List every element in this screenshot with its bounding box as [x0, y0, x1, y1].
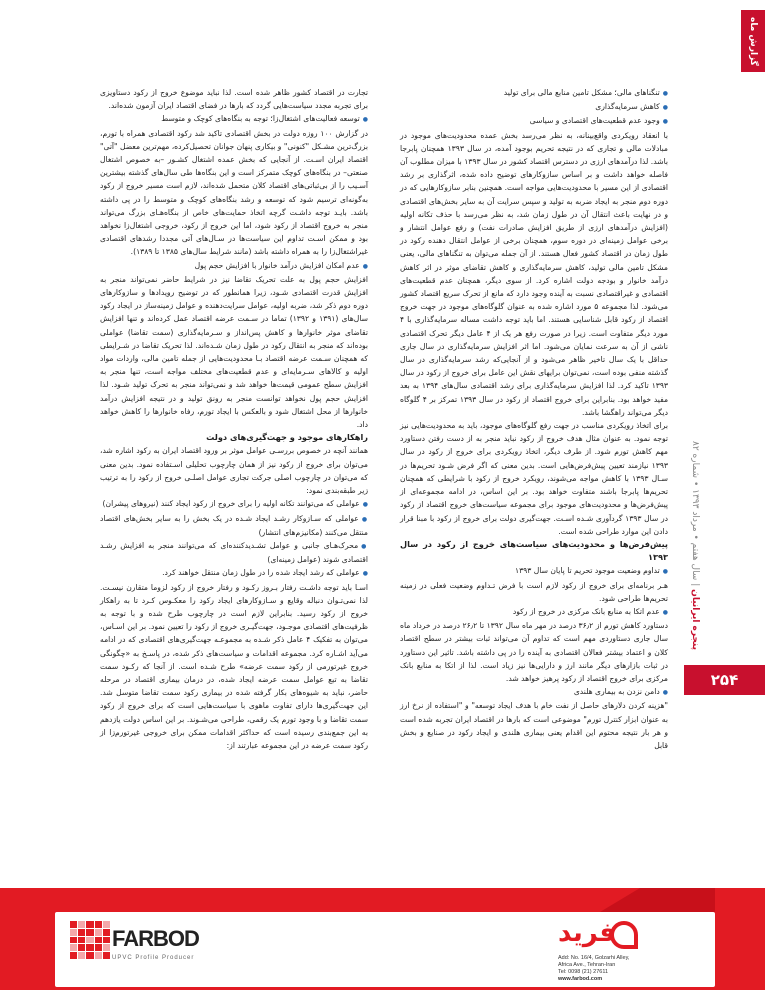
- ad-decoration: [600, 888, 715, 912]
- section-tab: [741, 10, 765, 72]
- page-number: ۲۵۴: [684, 665, 765, 695]
- body-paragraph: هـر برنامه‌ای برای خروج از رکود لازم است با فرض تـداوم وضعیت فعلی در زمینه تحریم‌ها طراحی شود.: [400, 580, 668, 603]
- farbod-logo-icon: [70, 921, 110, 959]
- bullet-item: ● توسعه فعالیت‌های اشتغال‌زا؛ توجه به بنگاه‌های کوچک و متوسط: [100, 112, 368, 126]
- body-paragraph: دستاورد کاهش تورم از ۳۶٫۲ درصد در مهر ماه سال ۱۳۹۲ تا ۲۶٫۲ درصد در خرداد ماه سال جاری دستاوردی مهم است که تداوم آن می‌تواند ثبات بیشتر در سطح اقتصاد کلان و اعتماد بیشتر فعالان اقتصادی به آینده را در پی داشته باشد. تاثیر این دستاورد در ثبات بازارهای دیگر مانند ارز و دارایی‌ها نیز زیاد است. لذا از اتکا به منابع بانک مرکزی برای خروج اقتصاد از رکود پرهیز خواهد شد.: [400, 621, 668, 683]
- bullet-item: ● عواملی که می‌توانند تکانه اولیه را برای خروج از رکود ایجاد کنند (نیروهای پیشران): [100, 497, 368, 511]
- address-line-2: Africa Ave., Tehran-Iran: [558, 962, 616, 968]
- farid-logo-icon: [610, 921, 638, 949]
- bullet-item: ● تنگناهای مالی؛ مشکل تامین منابع مالی برای تولید: [400, 86, 668, 100]
- body-paragraph: افزایش حجم پول به علت تحریک تقاضا نیز در شرایط حاضر نمی‌تواند منجر به افزایش قدرت اقتصادی شـود، زیرا همانطور که در توضیح رویدادها و سازوکارهای دوره دوم ذکر شد، ضربه اولیه، عوامل سرایت‌دهنده و عوامل زمینه‌ساز در ایجاد رکود سال‌های (۱۳۹۱ و ۱۳۹۲) تماما در سـمت عرضه اقتصاد عمل کرده‌اند و تنها افزایش تقاضای موثر خانوارها و کاهش پس‌انداز و سـرمایه‌گذاری (سمت تقاضا) عواملی بوده‌اند که منجر به انتقال رکود در طول زمان شـده‌اند. لذا تحریک تقاضا در شـرایطی که همچنان سـمت عرضه اقتصاد بـا محدودیت‌هایی از جمله تامین مالی، واردات مواد اولیه و کالاهای سـرمایه‌ای و عدم قطعیت‌های مختلف مواجه است، تنها منجر به افزایش سطح عمومی قیمت‌ها خواهد شد و نمی‌تواند منجر به تحرک تولید شـود. لذا افزایش حجم پول نخواهد توانست منجر به رونق تولید و در نتیجه افزایش درآمد خانوارها از محل اشتغال شود و بالعکس با ایجاد تورم، رفاه خانوارها را کاهش خواهد داد.: [100, 274, 368, 430]
- brand-tagline: UPVC Profile Producer: [112, 955, 195, 961]
- body-paragraph: همانند آنچه در خصوص بررسـی عوامل موثر بر ورود اقتصاد ایران به رکود اشاره شد، می‌توان برای خروج از رکود نیز از همان چارچوب تحلیلی اسـتفاده نمود. بدین معنی که می‌توان در چارچوب اصلی جرکت تجاری عوامل اصلـی خروج از رکود را به ترتیب زیر طبقه‌بندی نمود:: [100, 446, 368, 496]
- issue-info: پنجره ایرانیان | سال هفتم • مرداد ۱۳۹۳ • شماره ۸۲: [690, 441, 700, 650]
- issue-details: سال هفتم • مرداد ۱۳۹۳ • شماره ۸۲: [690, 441, 700, 581]
- left-column: [100, 86, 368, 752]
- bullet-item: ● تداوم وضعیت موجود تحریم تا پایان سال ۱۳۹۳: [400, 564, 668, 578]
- brand-name-fa: فرید: [558, 918, 616, 948]
- body-paragraph: با انعقاد رویکردی واقع‌بینانه، به نظر می‌رسد بخش عمده محدودیت‌های موجود در مبادلات مالی و تجاری که در نتیجه تحریم بوجود آمده، در سال ۱۳۹۳ همچنان پابرجا باشد. لذا درآمدهای ارزی در دسترس اقتصاد کشور در سال ۱۳۹۳ با میزان مطلوب آن فاصله خواهد داشت و بر اساس سازوکارهای توضیح داده شده، اثرگذاری بر رشد اقتصادی از این مسیر با محدودیت‌هایی مواجه است. همچنین بنابر سازوکارهایی که در دوره دوم منجر به ایجاد ضربه به تولید و سپس سرایت آن به سایر بخش‌های اقتصادی و در نهایت باعث انتقال آن در طول زمان شد، به نظر می‌رسد با حذف تکانه اولیه (افزایش درآمدهای ارزی از طریق افزایش صادرات نفت) و رفع عوامل انتشار و برخی عوامل زمینه‌ای در دوره سوم، همچنان برخی از عوامل انتقال دهنده رکود در طول زمان در اقتصاد کشور فعال هستند. از آن جمله می‌توان به تنگناهای مالی، یعنی مشکل تامین مالی تولید، کاهش سرمایه‌گذاری و کاهش تقاضای موثر در اثر کاهش درآمد خانوار و بودجه دولت اشاره کرد. از سوی دیگر، همچنان عدم قطعیت‌های اقتصادی و غیراقتصادی نسبت به آینده وجود دارد که مانع از تحرک سریع اقتصاد کشور می‌شود. لذا مجموعه ۵ مورد اشاره شده به عنوان گلوگاه‌های موجود در جهت خروج اقتصاد از رکود قابل شناسایی هستند. اما باید توجه داشت مساله سرمایه‌گذاری با ۴ مورد دیگر متفاوت است. زیرا در صورت رفع هر یک از ۴ عامل دیگر تحرک اقتصادی ناشی از آن به سرعت نمایان می‌شود. اما اثر افزایش سرمایه‌گذاری در سال جاری حداقل با یک سال تاخیر ظاهر می‌شود و از آنجایی‌که رشد سرمایه‌گذاری در سال گذشته منفی بوده است، نمی‌توان برایهای نقش این عامل برای خروج از رکود در سال ۱۳۹۳ تاکید کرد. لذا افزایش سرمایه‌گذاری برای رشد اقتصادی سال‌های ۱۳۹۴ به بعد مفید خواهد بود. بنابراین برای خروج اقتصاد از رکود در سال ۱۳۹۳ تمرکز بر ۴ گلوگاه دیگر می‌تواند راهگشا باشد.: [400, 130, 669, 417]
- bullet-item: ● عواملی که رشد ایجاد شده را در طول زمان منتقل خواهند کرد.: [100, 566, 368, 580]
- address-line-1: Add: No. 16/4, Golzarhi Alley,: [558, 955, 630, 961]
- bullet-item: ● عدم اتکا به منابع بانک مرکزی در خروج از رکود: [400, 605, 668, 619]
- body-paragraph: برای اتخاذ رویکردی مناسب در جهت رفع گلوگاه‌های موجود، باید به محدودیت‌هایی نیز توجه نمود. به عنوان مثال هدف خروج از رکود نباید منجر به از دست رفتن دستاورد مهم کاهش تورم شود. از طرف دیگر، اتخاذ رویکردی برای خروج از رکود در سال ۱۳۹۳ نیازمند تعیین پیش‌فرض‌هایی است. بدین معنی که اگر فرض شـود تحریم‌ها در سـال ۱۳۹۳ با کاهش مواجه می‌شوند، رویکرد خروج از رکود با شرایطی که همچنان تحریم‌ها پابرجا باشند متفاوت خواهد بود. بر این اساس، در ادامه مجموعه‌ای از پیش‌فرض‌ها و محدودیت‌های موجود برای مجموعه سیاست‌های خروج اقتصاد از رکود در سال ۱۳۹۳ گردآوری شـده اسـت. جهت‌گیری دولت برای خروج از رکود با مبنا قرار دادن این موارد طراحی شده است.: [400, 421, 668, 536]
- ad-address: [558, 955, 629, 983]
- section-tab-label: گزارش ماه: [748, 16, 758, 66]
- magazine-name: پنجره ایرانیان: [690, 589, 700, 650]
- section-heading: راهکارهای موجود و جهت‌گیری‌های دولت: [206, 432, 368, 443]
- body-paragraph: "هزینه کردن دلارهای حاصل از نفت خام با هدف ایجاد توسعه" و "استفاده از نرخ ارز به عنوان ابزار کنترل تورم" موضوعی است که بارها در اقتصاد ایران تجربه شده است و هر بار نتیجه محتوم این اقدام یعنی بیماری هلندی و ایجاد رکود در صنایع و بخش قابل: [400, 701, 668, 750]
- bullet-item: ● وجود عدم قطعیت‌های اقتصادی و سیاسی: [400, 114, 668, 128]
- bullet-item: ● کاهش سرمایه‌گذاری: [400, 100, 668, 114]
- right-column: [400, 86, 668, 752]
- bullet-item: ● عدم امکان افزایش درآمد خانوار با افزایش حجم پول: [100, 259, 368, 273]
- body-paragraph: تجارت در اقتصاد کشور ظاهر شده است. لذا نباید موضوع خروج از رکود دستاویزی برای تجربه مجدد سیاست‌هایی گردد که بارها در فضای اقتصاد ایران آزمون شده‌اند.: [100, 88, 368, 111]
- bullet-item: ● عواملی که سـازوکار رشـد ایجاد شـده در یک بخش را به سایر بخش‌های اقتصاد منتقل می‌کنند (مکانیزم‌های انتشار): [100, 512, 368, 539]
- ad-phone: Tel: 0098 (21) 27611: [558, 969, 609, 975]
- bullet-item: ● محرک‌هـای جانبی و عوامل تشـدیدکننده‌ای که می‌توانند منجر به افزایش رشـد اقتصادی شوند (عوامل زمینه‌ای): [100, 539, 368, 566]
- section-heading: پیش‌فرض‌ها و محدودیت‌های سیاست‌های خروج از رکود در سال ۱۳۹۳: [400, 538, 668, 563]
- ad-website[interactable]: www.farbod.com: [558, 976, 603, 982]
- brand-name-en: FARBOD: [112, 926, 199, 951]
- bullet-item: ● دامن نزدن به بیماری هلندی: [400, 685, 668, 699]
- body-paragraph: اسـا باید توجه داشـت رفتار بـروز رکـود و رفتار خروج از رکود لزوما متقارن نیسـت. لذا نمی‌تـوان دنباله وقایع و سـازوکارهای ایجاد رکود را معکـوس کـرد تا به راهکار خروج از رکود رسید. بنابراین لازم است در چارچوب طرح شده و با توجه به ظرفیت‌های اقتصادی موجـود، جهت‌گیـری خروج از رکود را تعیین نمود. بر این اسـاس، می‌توان به تفکیک ۴ عامل ذکر شـده به مجموعـه جهت‌گیری‌های اقتصادی که در ادامه می‌آید اشـاره کرد. مجموعه اقدامات و سیاست‌های ذکر شده، در پاسـخ به «چگونگی خروج غیرتورمی از رکود سمت عرضه» طرح شـده است. از آنجا که رکـود سمت تقاضا به تبع عوامل سمت عرضه ایجاد شده، در درمان بیماری اقتصاد در مرحله حاضر، نباید به شیوه‌های بکار گرفته شده در بیماری رکود سمت تقاضا متوسل شد. این جهت‌گیری‌ها دارای تفاوت ماهوی با سیاست‌هایی است که برای خروج از رکود سمت تقاضا و با وجود تورم یک رقمی، طراحی می‌شـوند. بر این اساس دولت یازدهم به این جمع‌بندی رسیده است که حداکثر اقدامات ممکن برای خروجی غیرتورم‌زا از رکود سمت عرضه در این مجموعه عبارتند از:: [100, 582, 368, 750]
- body-paragraph: در گزارش ۱۰۰ روزه دولت در بخش اقتصادی تاکید شد رکود اقتصادی همراه با تورم، بزرگ‌ترین مشـکل "کنونی" و بیکاری پنهان جوانان تحصیل‌کرده، مهم‌ترین معضل "آتی" اقتصاد ایران اسـت. از آنجایی که بخش عمده اشتغال کشـور –به خصوص اشتغال صنعتی– در بنگاه‌های کوچک متمرکز است و این بنگاه‌ها طی سال‌های گذشته بیشترین آسـیب را از بی‌ثباتی‌های اقتصاد کلان متحمل شده‌اند، لازم است مسیر خروج از رکود به‌گونه‌ای ترسیم شود که توسعه و رشد بنگاه‌های کوچک و متوسط را در پی داشته باشد. بایـد توجه داشـت گرچه اتخاذ حمایت‌های خاص از بنگاه‌هـای بزرگ می‌تواند منجر به خروج اقتصاد از رکود شود، اما این خروج از رکود، خروجی اشتغال‌زا نخواهد بود و ممکن اسـت تداوم این سیاست‌ها در سـال‌های آتی مجددا رشدهای اقتصادی غیراشتغال‌زا را به همراه داشته باشد (مانند شرایط سال‌های ۱۳۸۵ تا ۱۳۸۹).: [100, 128, 369, 257]
